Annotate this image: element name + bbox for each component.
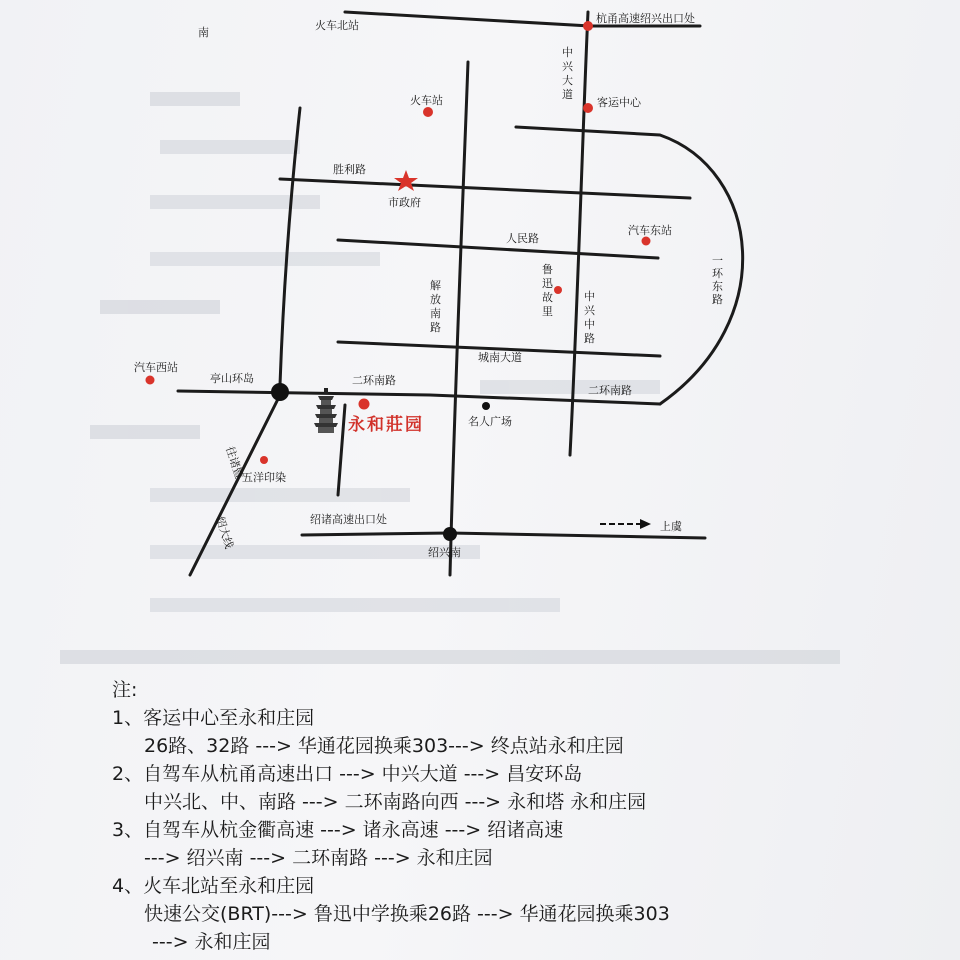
route-notes <box>112 676 932 956</box>
wuyang-label: 五洋印染 <box>242 471 286 484</box>
expressway-exit-label: 杭甬高速绍兴出口处 <box>596 12 695 25</box>
zhongxing-mid-label: 中兴中路 <box>584 290 595 345</box>
north-station-label: 火车北站 <box>315 19 359 32</box>
city-hall-star-icon <box>394 170 418 191</box>
bus-center-label: 客运中心 <box>597 96 641 109</box>
shengli-road <box>280 179 690 198</box>
luxun-label: 鲁迅故里 <box>542 263 553 318</box>
wuyang-red-dot-icon <box>260 456 268 464</box>
chengnan-ave-label: 城南大道 <box>478 351 522 364</box>
jiefang-road <box>450 62 468 575</box>
shaozhu-exit-label: 绍诸高速出口处 <box>310 513 387 526</box>
shangyu-label: 上虞 <box>660 520 682 533</box>
east-bus-label: 汽车东站 <box>628 224 672 237</box>
south-label: 南 <box>198 26 209 39</box>
celebrity-square-label: 名人广场 <box>468 415 512 428</box>
notes-list <box>112 704 932 956</box>
ring-east-label: 一环东路 <box>712 254 723 306</box>
shaoxing-south-black-dot-icon <box>443 527 457 541</box>
zhongxing-ave-label: 中兴大道 <box>562 46 573 101</box>
bleed-through-text <box>60 92 840 664</box>
expressway-exit-red-dot-icon <box>583 21 593 31</box>
note-detail-2-1: 中兴北、中、南路 ---> 二环南路向西 ---> 永和塔 永和庄园 <box>144 791 647 813</box>
erhuan-south-label-2: 二环南路 <box>588 384 632 397</box>
yonghe-red-dot-icon <box>359 399 370 410</box>
note-title-1: 1、客运中心至永和庄园 <box>112 707 315 729</box>
renmin-road <box>338 240 658 258</box>
note-detail-4-1: 快速公交(BRT)---> 鲁迅中学换乘26路 ---> 华通花园换乘303 <box>144 903 670 925</box>
renmin-road-label: 人民路 <box>506 232 539 245</box>
shaozhu-exit-road <box>302 533 705 538</box>
to-zhuji-label: 往诸暨 <box>223 444 246 481</box>
north-station-road <box>345 12 590 26</box>
dashed-arrow-icon <box>600 519 651 529</box>
bus-center-red-dot-icon <box>583 103 593 113</box>
note-title-4: 4、火车北站至永和庄园 <box>112 875 315 897</box>
note-title-2: 2、自驾车从杭甬高速出口 ---> 中兴大道 ---> 昌安环岛 <box>112 763 583 785</box>
note-title-3: 3、自驾车从杭金衢高速 ---> 诸永高速 ---> 绍诸高速 <box>112 819 564 841</box>
note-detail-3-1: ---> 绍兴南 ---> 二环南路 ---> 永和庄园 <box>144 847 493 869</box>
city-hall-label: 市政府 <box>388 196 421 209</box>
yonghe-label: 永和莊园 <box>348 415 424 435</box>
tingshan-label: 亭山环岛 <box>210 372 254 385</box>
shaoxing-south-label: 绍兴南 <box>428 546 461 559</box>
pagoda-road <box>338 405 345 495</box>
note-detail-4-2: ---> 永和庄园 <box>152 931 271 953</box>
tingshan-black-dot-icon <box>271 383 289 401</box>
luxun-red-dot-icon <box>554 286 562 294</box>
west-bus-red-dot-icon <box>146 376 155 385</box>
east-bus-red-dot-icon <box>642 237 651 246</box>
jiefang-south-label: 解放南路 <box>430 279 441 334</box>
train-station-label: 火车站 <box>410 94 443 107</box>
erhuan-south-label-1: 二环南路 <box>352 374 396 387</box>
notes-heading: 注: <box>112 679 138 701</box>
note-detail-1-1: 26路、32路 ---> 华通花园换乘303---> 终点站永和庄园 <box>144 735 624 757</box>
west-bus-label: 汽车西站 <box>134 361 178 374</box>
shaoda-line-label: 绍大线 <box>213 514 236 551</box>
celebrity-square-black-dot-icon <box>482 402 490 410</box>
train-station-red-dot-icon <box>423 107 433 117</box>
shengli-road-label: 胜利路 <box>333 163 366 176</box>
